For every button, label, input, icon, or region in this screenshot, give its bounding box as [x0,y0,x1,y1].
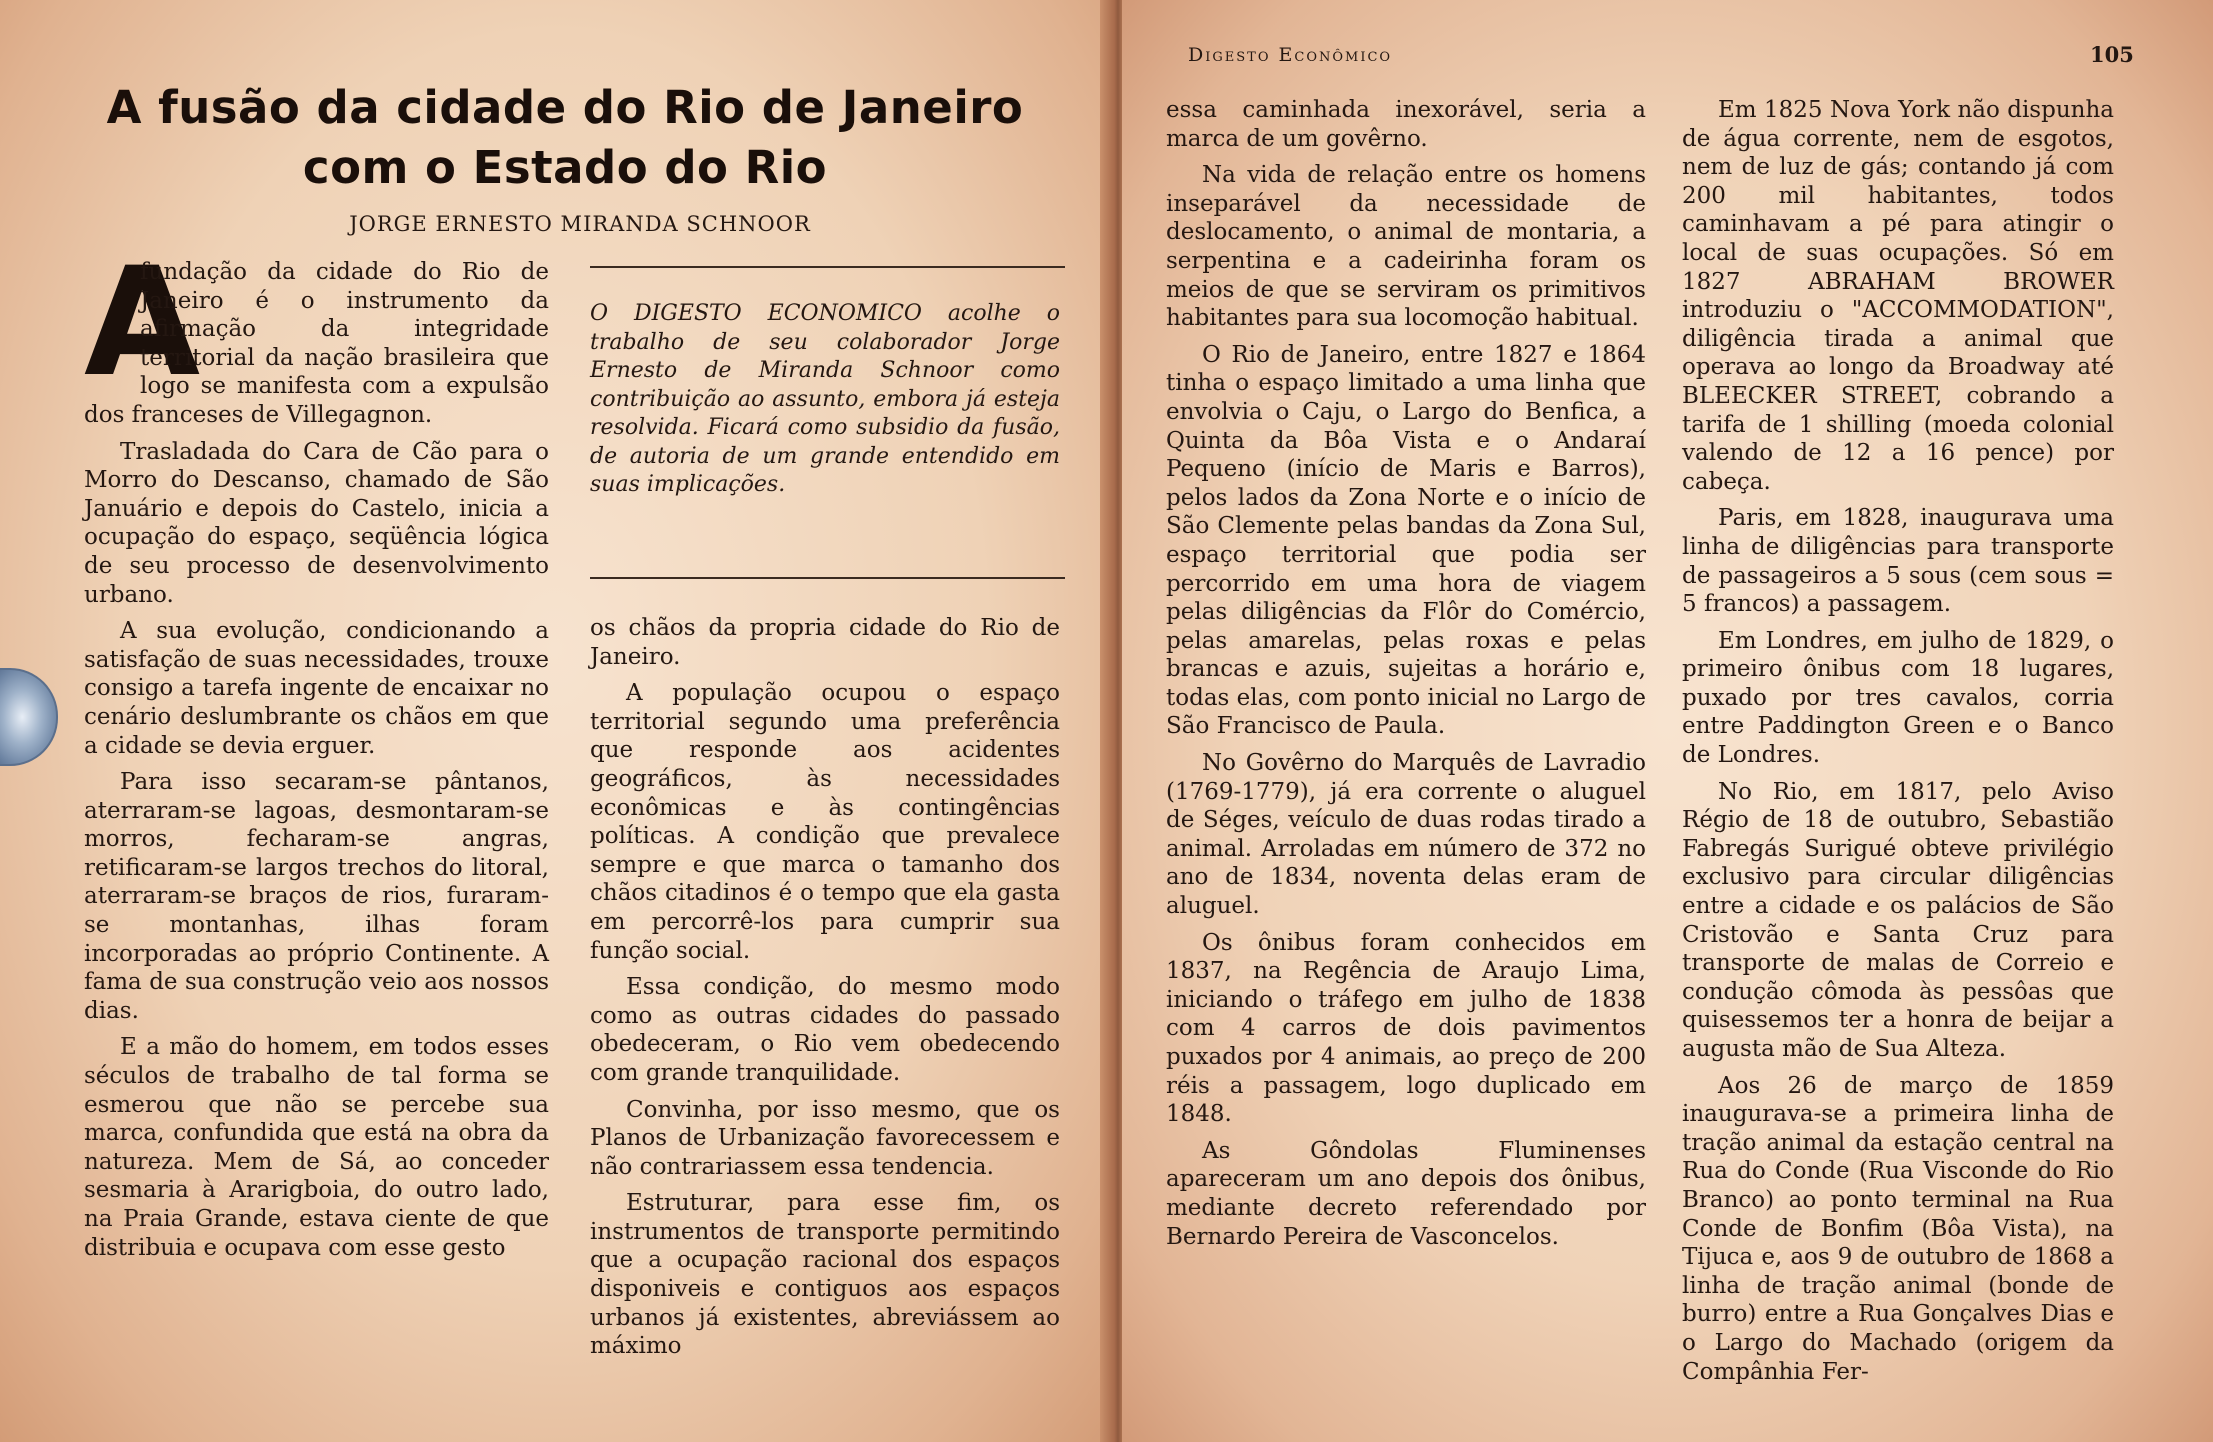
paragraph: Paris, em 1828, inaugurava uma linha de diligências para transporte de passageiros a 5 sous (cem sous = 5 francos) a passagem. [1682,505,2114,618]
paragraph: No Govêrno do Marquês de Lavradio (1769-1779), já era corrente o aluguel de Séges, veículo de duas rodas tirado a animal. Arroladas em número de 372 no ano de 1834, noventa delas eram de aluguel. [1166,750,1646,920]
paragraph: Em 1825 Nova York não dispunha de água corrente, nem de esgotos, nem de luz de gás; contando já com 200 mil habitantes, todos caminhavam a pé para atingir o local de suas ocupações. Só em 1827 ABRAHAM BROWER introduziu o "ACCOMMODATION", diligência tirada a animal que operava ao longo da Broadway até BLEECKER STREET, cobrando a tarifa de 1 shilling (moeda colonial valendo de 12 a 16 pence) por cabeça. [1682,97,2114,495]
paragraph [84,236,549,430]
paragraph: Essa condição, do mesmo modo como as outras cidades do passado obedeceram, o Rio vem obedecendo com grande tranquilidade. [590,974,1060,1086]
paragraph: As Gôndolas Fluminenses apareceram um ano depois dos ônibus, mediante decreto referendado por Bernardo Pereira de Vasconcelos. [1166,1137,1646,1250]
article-title: A fusão da cidade do Rio de Janeiro com o Estado do Rio [106,81,1024,194]
paragraph: Os ônibus foram conhecidos em 1837, na Regência de Araujo Lima, iniciando o tráfego em julho de 1838 com 4 carros de dois pavimentos puxados por 4 animais, ao preço de 200 réis a passagem, logo duplicado em 1848. [1166,929,1646,1128]
paragraph: No Rio, em 1817, pelo Aviso Régio de 18 de outubro, Sebastião Fabregás Surigué obteve privilégio exclusivo para circular diligências entre a cidade e os palácios de São Cristovão e Santa Cruz para transporte de malas de Correio e condução cômoda às pessôas que quisessemos ter a honra de beijar a augusta mão de Sua Alteza. [1682,778,2114,1062]
article-author: JORGE ERNESTO MIRANDA SCHNOOR [349,212,811,236]
paragraph: Para isso secaram-se pântanos, aterraram-se lagoas, desmontaram-se morros, fecharam-se angras, retificaram-se largos trechos do litoral, aterraram-se braços de rios, furaram-se montanhas, ilhas foram incorporadas ao próprio Continente. A fama de sua construção veio aos nossos dias. [84,769,549,1024]
paragraph: Convinha, por isso mesmo, que os Planos de Urbanização favorecessem e não contrariassem essa tendencia. [590,1096,1060,1180]
paragraph: essa caminhada inexorável, seria a marca de um govêrno. [1166,97,1646,152]
running-head: Digesto Econômico [1188,44,1393,66]
paragraph: Aos 26 de março de 1859 inaugurava-se a primeira linha de tração animal da estação central na Rua do Conde (Rua Visconde do Rio Branco) ao ponto terminal na Rua Conde de Bonfim (Bôa Vista), na Tijuca e, aos 9 de outubro de 1868 a linha de tração animal (bonde de burro) entre a Rua Gonçalves Dias e o Largo do Machado (origem da Compânhia Fer- [1682,1072,2114,1385]
right-column-2 [1682,96,2114,1394]
paragraph: Estruturar, para esse fim, os instrumentos de transporte permitindo que a ocupação racional dos espaços disponiveis e contiguos aos espaços urbanos já existentes, abreviássem ao máximo [590,1190,1060,1360]
left-column-1 [84,236,549,1270]
paragraph-text: fundação da cidade do Rio de Janeiro é o instrumento da afirmação da integridade territorial da nação brasileira que logo se manifesta com a expulsão dos franceses de Villegagnon. [84,259,549,428]
editor-note: O DIGESTO ECONOMICO acolhe o trabalho de seu colaborador Jorge Ernesto de Miranda Schnoor como contribuição ao assunto, embora já esteja resolvida. Ficará como subsidio da fusão, de autoria de um grande entendido em suas implicações. [590,301,1060,497]
binding-clip [0,668,58,766]
paragraph: os chãos da propria cidade do Rio de Janeiro. [590,615,1060,670]
editor-note-top-rule [590,266,1065,268]
editor-note-bottom-rule [590,577,1065,579]
paragraph: Na vida de relação entre os homens inseparável da necessidade de deslocamento, o animal de montaria, a serpentina e a cadeirinha foram os meios de que se serviram os primitivos habitantes para sua locomoção habitual. [1166,162,1646,332]
paragraph: A sua evolução, condicionando a satisfação de suas necessidades, trouxe consigo a tarefa ingente de encaixar no cenário deslumbrante os chãos em que a cidade se devia erguer. [84,618,549,759]
left-column-2 [590,614,1060,1369]
right-column-1 [1166,96,1646,1259]
paragraph: O Rio de Janeiro, entre 1827 e 1864 tinha o espaço limitado a uma linha que envolvia o Caju, o Largo do Benfica, a Quinta da Bôa Vista e o Andaraí Pequeno (início de Maris e Barros), pelos lados da Zona Norte e o início de São Clemente pelas bandas da Zona Sul, espaço territorial que podia ser percorrido em uma hora de viagem pelas diligências da Flôr do Comércio, pelas amarelas, pelas roxas e pelas brancas e azuis, sujeitas a horário e, todas elas, com ponto inicial no Largo de São Francisco de Paula. [1166,341,1646,740]
page-number: 105 [2090,42,2134,67]
paragraph: A população ocupou o espaço territorial segundo uma preferência que responde aos acidentes geográficos, às necessidades econômicas e às contingências políticas. A condição que prevalece sempre e que marca o tamanho dos chãos citadinos é o tempo que ela gasta em percorrê-los para cumprir sua função social. [590,680,1060,964]
drop-cap: A [84,236,201,410]
paragraph: E a mão do homem, em todos esses séculos de trabalho de tal forma se esmerou que não se percebe sua marca, confundida que está na obra da natureza. Mem de Sá, ao conceder sesmaria à Ararigboia, do outro lado, na Praia Grande, estava ciente de que distribuia e ocupava com esse gesto [84,1034,549,1261]
paragraph: Trasladada do Cara de Cão para o Morro do Descanso, chamado de São Januário e depois do Castelo, inicia a ocupação do espaço, seqüência lógica de seu processo de desenvolvimento urbano. [84,438,549,608]
paragraph: Em Londres, em julho de 1829, o primeiro ônibus com 18 lugares, puxado por tres cavalos, corria entre Paddington Green e o Banco de Londres. [1682,627,2114,769]
